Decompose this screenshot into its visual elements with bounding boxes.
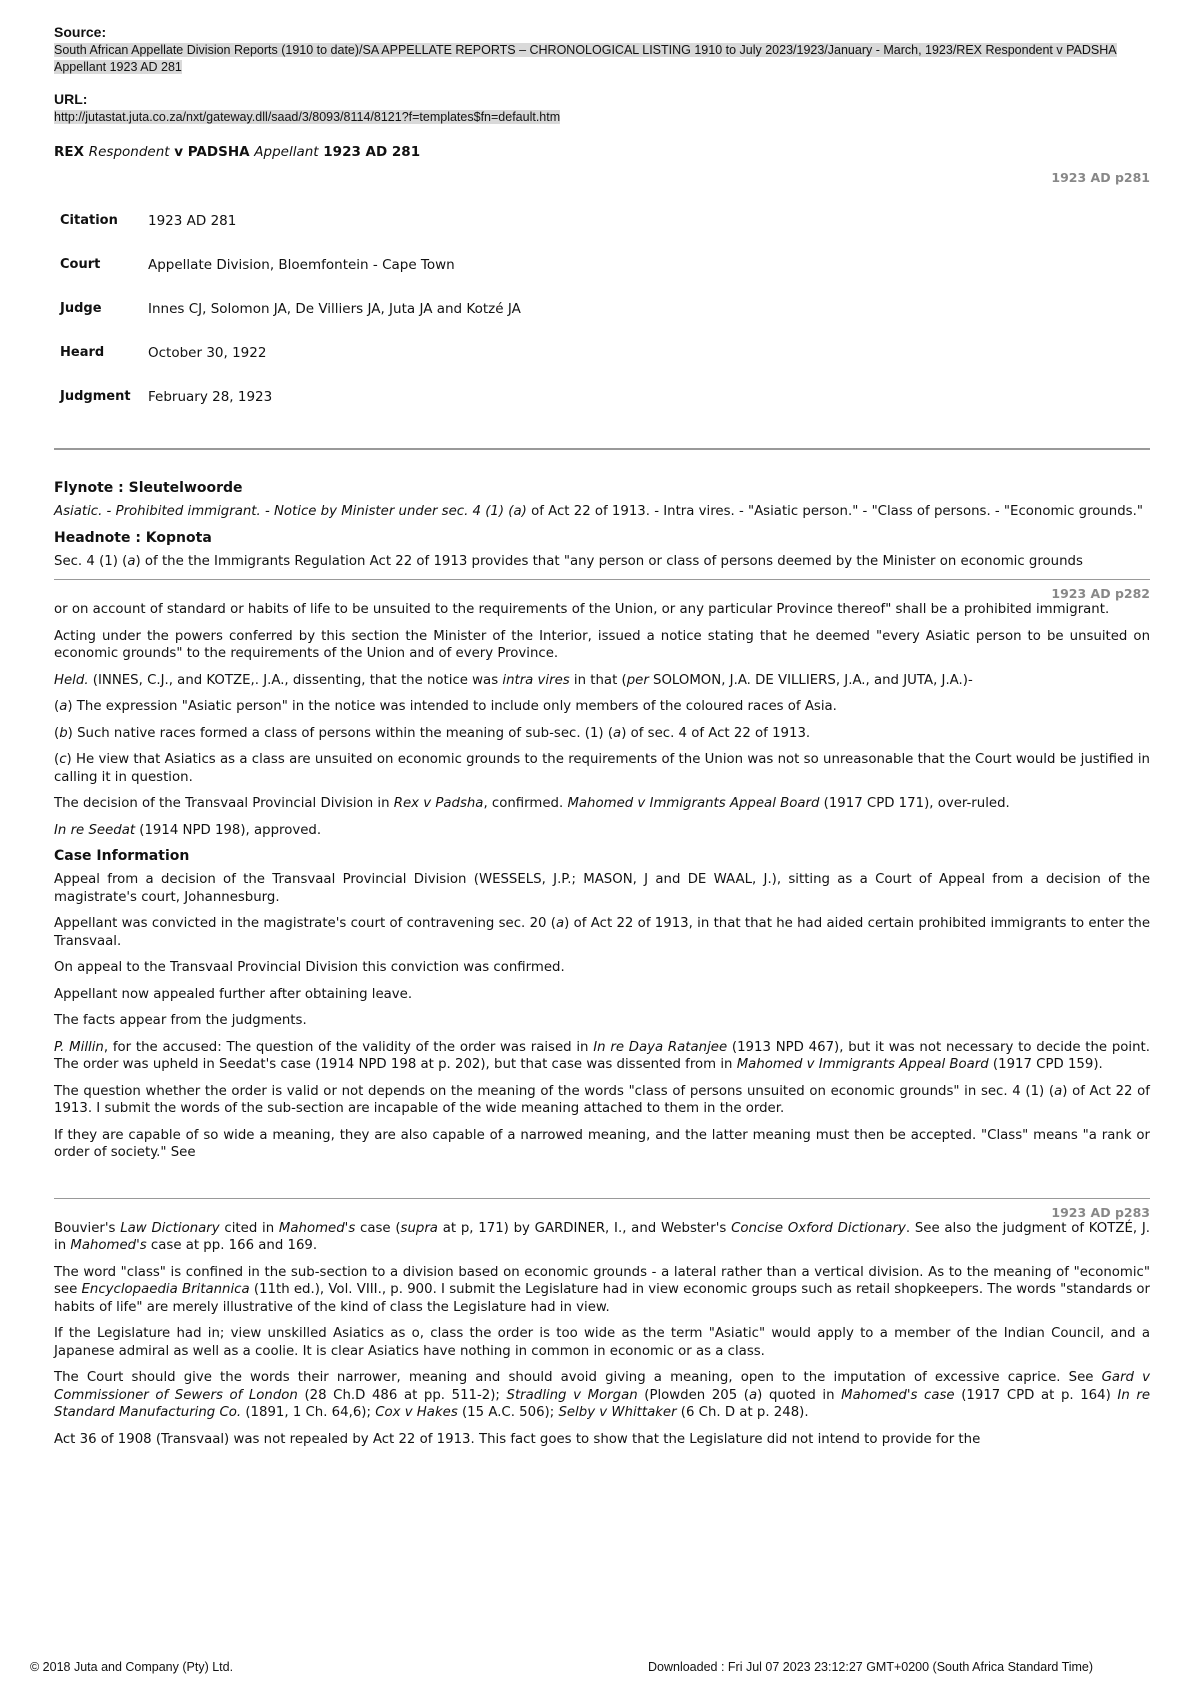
headnote-point-b: (b) Such native races formed a class of persons within the meaning of sub-sec. (1) (a) of sec. 4 of Act 22 of 1913. <box>54 725 811 741</box>
case-title-role2: Appellant <box>254 144 319 160</box>
case-info-para: On appeal to the Transvaal Provincial Division this conviction was confirmed. <box>54 960 565 975</box>
case-meta-table <box>60 213 521 433</box>
footer-copyright: © 2018 Juta and Company (Pty) Ltd. <box>30 1660 234 1674</box>
headnote-para: The decision of the Transvaal Provincial Division in Rex v Padsha, confirmed. Mahomed v Immigrants Appeal Board (1917 CPD 171), over-ruled. <box>54 796 1010 811</box>
source-breadcrumb <box>54 42 1150 76</box>
meta-row <box>60 301 521 345</box>
case-info-heading: Case Information <box>54 848 190 864</box>
body-para: The Court should give the words their narrower, meaning and should avoid giving a meaning, open to the imputation of excessive caprice. See Gard v Commissioner of Sewers of London (28 Ch.D 486 at pp. 511-2); Stradling v Morgan (Plowden 205 (a) quoted in Mahomed's case (1917 CPD at p. 164) In re Standard Manufacturing Co. (1891, 1 Ch. 64,6); Cox v Hakes (15 A.C. 506); Selby v Whittaker (6 Ch. D at p. 248). <box>54 1370 1151 1420</box>
meta-row <box>60 257 521 301</box>
flynote-italic: Asiatic. - Prohibited immigrant. - Notice by Minister under sec. 4 (1) (a) <box>54 504 527 519</box>
meta-row <box>60 389 521 433</box>
document-page <box>54 24 1150 1457</box>
meta-value: October 30, 1922 <box>148 345 267 361</box>
source-label: Source: <box>54 24 107 40</box>
meta-key: Judgment <box>60 389 131 404</box>
footer-download-time: Downloaded : Fri Jul 07 2023 23:12:27 GMT+0200 (South Africa Standard Time) <box>648 1660 1094 1674</box>
case-info-para: Appellant was convicted in the magistrate's court of contravening sec. 20 (a) of Act 22 of 1913, in that that he had aided certain prohibited immigrants to enter the Transvaal. <box>54 916 1151 949</box>
headnote-para: In re Seedat (1914 NPD 198), approved. <box>54 822 322 838</box>
url-link[interactable]: http://jutastat.juta.co.za/nxt/gateway.dll/saad/3/8093/8114/8121?f=templates$fn=default.htm <box>54 110 561 124</box>
page-divider <box>54 1198 1150 1199</box>
body-para: If the Legislature had in; view unskilled Asiatics as o, class the order is too wide as the term "Asiatic" would apply to a member of the Indian Council, and a Japanese admiral as well as a coolie. It is clear Asiatics have nothing in common in economic or as a class. <box>54 1326 1150 1359</box>
headnote-held: Held. (INNES, C.J., and KOTZE,. J.A., dissenting, that the notice was intra vires in that (per SOLOMON, J.A. DE VILLIERS, J.A., and JUTA, J.A.)- <box>54 672 973 688</box>
meta-key: Heard <box>60 345 105 360</box>
headnote-point-a: (a) The expression "Asiatic person" in the notice was intended to include only members of the coloured races of Asia. <box>54 699 837 714</box>
meta-row <box>60 345 521 389</box>
meta-key: Citation <box>60 213 118 228</box>
headnote-para: Acting under the powers conferred by this section the Minister of the Interior, issued a notice stating that he deemed "every Asiatic person to be unsuited on economic grounds" to the requirements of the Union and of every Province. <box>54 628 1150 661</box>
meta-key: Court <box>60 257 101 272</box>
headnote-point-c: (c) He view that Asiatics as a class are unsuited on economic grounds to the requirements of the Union was not so unreasonable that the Court would be justified in calling it in question. <box>54 752 1150 785</box>
case-info-para: P. Millin, for the accused: The question of the validity of the order was raised in In re Daya Ratanjee (1913 NPD 467), but it was not necessary to decide the point. The order was upheld in Seedat's case (1914 NPD 198 at p. 202), but that case was dissented from in Mahomed v Immigrants Appeal Board (1917 CPD 159). <box>54 1039 1150 1072</box>
body-para: Act 36 of 1908 (Transvaal) was not repealed by Act 22 of 1913. This fact goes to show that the Legislature did not intend to provide for the <box>54 1431 981 1447</box>
meta-key: Judge <box>60 301 102 316</box>
case-title-party1: REX <box>54 144 85 160</box>
case-info-para: The facts appear from the judgments. <box>54 1013 307 1028</box>
page-ref-282: 1923 AD p282 <box>1051 586 1150 601</box>
meta-value: Appellate Division, Bloemfontein - Cape Town <box>148 257 455 273</box>
case-info-para: Appeal from a decision of the Transvaal Provincial Division (WESSELS, J.P.; MASON, J and DE WAAL, J.), sitting as a Court of Appeal from a decision of the magistrate's court, Johannesburg. <box>54 872 1150 905</box>
page-ref-283: 1923 AD p283 <box>1051 1204 1150 1220</box>
url-block <box>54 109 1150 126</box>
case-info-para: If they are capable of so wide a meaning, they are also capable of a narrowed meaning, and the latter meaning must then be accepted. "Class" means "a rank or order of society." See <box>54 1127 1150 1160</box>
flynote-rest: of Act 22 of 1913. - Intra vires. - "Asiatic person." - "Class of persons. - "Economic grounds." <box>531 504 1143 519</box>
body-para: Bouvier's Law Dictionary cited in Mahomed's case (supra at p, 171) by GARDINER, I., and Webster's Concise Oxford Dictionary. See also the judgment of KOTZÉ, J. in Mahomed's case at pp. 166 and 169. <box>54 1220 1150 1253</box>
section-divider <box>54 448 1150 450</box>
flynote-heading: Flynote : Sleutelwoorde <box>54 480 243 496</box>
body-para: The word "class" is confined in the sub-section to a division based on economic grounds - a lateral rather than a vertical division. As to the meaning of "economic" see Encyclopaedia Britannica (11th ed.), Vol. VIII., p. 900. I submit the Legislature had in view economic groups such as retail shopkeepers. The words "standards or habits of life" are merely illustrative of the kind of class the Legislature had in view. <box>54 1264 1150 1315</box>
meta-value: February 28, 1923 <box>148 389 273 405</box>
case-title-citation: 1923 AD 281 <box>323 144 421 160</box>
headnote-para: Sec. 4 (1) (a) of the the Immigrants Regulation Act 22 of 1913 provides that "any person or class of persons deemed by the Minister on economic grounds <box>54 553 1083 569</box>
flynote-text <box>54 503 1150 521</box>
source-text[interactable]: South African Appellate Division Reports (1910 to date)/SA APPELLATE REPORTS – CHRONOLOGICAL LISTING 1910 to July 2023/1923/January - March, 1923/REX Respondent v PADSHA Appellant 1923 AD 281 <box>54 43 1117 74</box>
page-divider <box>54 579 1150 580</box>
case-title <box>54 144 1150 160</box>
url-label: URL: <box>54 91 88 107</box>
headnote-heading: Headnote : Kopnota <box>54 529 212 546</box>
meta-value: Innes CJ, Solomon JA, De Villiers JA, Juta JA and Kotzé JA <box>148 301 521 317</box>
case-title-party2: v PADSHA <box>174 144 250 160</box>
case-info-para: The question whether the order is valid or not depends on the meaning of the words "class of persons unsuited on economic grounds" in sec. 4 (1) (a) of Act 22 of 1913. I submit the words of the sub-section are incapable of the wide meaning attached to them in the order. <box>54 1083 1150 1116</box>
headnote-para: or on account of standard or habits of life to be unsuited to the requirements of the Union, or any particular Province thereof" shall be a prohibited immigrant. <box>54 602 1110 617</box>
page-ref-281: 1923 AD p281 <box>1051 170 1150 185</box>
case-info-para: Appellant now appealed further after obtaining leave. <box>54 986 413 1002</box>
meta-value: 1923 AD 281 <box>148 213 237 229</box>
meta-row <box>60 213 521 257</box>
case-title-role1: Respondent <box>88 144 170 160</box>
